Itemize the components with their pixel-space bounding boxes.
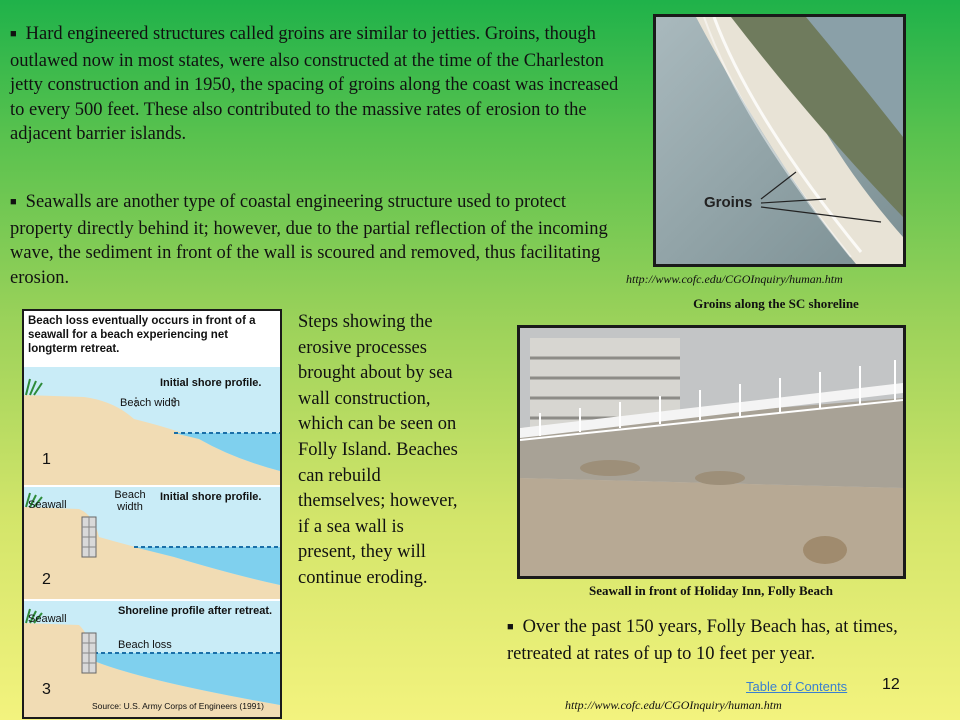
seawall-erosion-diagram: [22, 309, 282, 719]
bullet-icon: ■: [507, 621, 514, 633]
page-number: 12: [882, 676, 900, 693]
groins-aerial-photo: [653, 14, 906, 267]
seawalls-paragraph: ■ Seawalls are another type of coastal engineering structure used to protect property directly behind it; however, due to the partial reflection of the incoming wave, the sediment in front of the wall is scoured and removed, thus facilitating erosion.: [10, 192, 608, 288]
diagram-panel-2: [24, 487, 280, 599]
bullet-icon: ■: [10, 196, 17, 208]
diagram-source: Source: U.S. Army Corps of Engineers (1991): [92, 701, 264, 711]
panel-2-number: 2: [42, 571, 51, 588]
panel-3-label: Shoreline profile after retreat.: [118, 605, 273, 617]
steps-paragraph: Steps showing the erosive processes brought about by sea wall construction, which can be seen on Folly Island. Beaches can rebuild themselves; however, if a sea wall is present, they will continue eroding.: [298, 312, 458, 588]
panel-2-seawall-label: Seawall: [28, 499, 67, 511]
groins-photo-caption: Groins along the SC shoreline: [693, 296, 859, 311]
groins-paragraph: ■ Hard engineered structures called groins are similar to jetties. Groins, though outlawed now in most states, were also constructed at the time of the Charleston jetty construction and in 1950, the spacing of groins along the coast was increased to every 500 feet. These also contributed to the massive rates of erosion to the adjacent barrier islands.: [10, 24, 619, 144]
table-of-contents-link[interactable]: Table of Contents: [746, 679, 848, 694]
diagram-panel-1: [24, 367, 280, 485]
panel-1-label: Initial shore profile.: [160, 377, 262, 389]
groins-photo-url[interactable]: http://www.cofc.edu/CGOInquiry/human.htm: [626, 272, 843, 286]
groins-photo-label: Groins: [704, 194, 753, 211]
diagram-title: Beach loss eventually occurs in front of a seawall for a beach experiencing net longterm retreat.: [28, 315, 256, 355]
bullet-icon: ■: [10, 28, 17, 40]
panel-1-number: 1: [42, 451, 51, 468]
groins-photo-image: [656, 17, 903, 264]
panel-1-sublabel: Beach width: [120, 397, 180, 409]
seawall-photo-caption: Seawall in front of Holiday Inn, Folly Beach: [589, 583, 833, 598]
panel-3-sublabel: Beach loss: [118, 639, 172, 651]
folly-beach-paragraph: ■ Over the past 150 years, Folly Beach has, at times, retreated at rates of up to 10 feet per year.: [507, 617, 898, 664]
seawall-photo: [517, 325, 906, 579]
panel-2-sublabel: Beach width: [114, 489, 146, 513]
panel-3-number: 3: [42, 681, 51, 698]
seawall-photo-url[interactable]: http://www.cofc.edu/CGOInquiry/human.htm: [565, 698, 782, 712]
seawall-photo-image: [520, 328, 903, 576]
diagram-panel-3: [24, 601, 280, 717]
panel-3-seawall-label: Seawall: [28, 613, 67, 625]
panel-2-label: Initial shore profile.: [160, 491, 262, 503]
